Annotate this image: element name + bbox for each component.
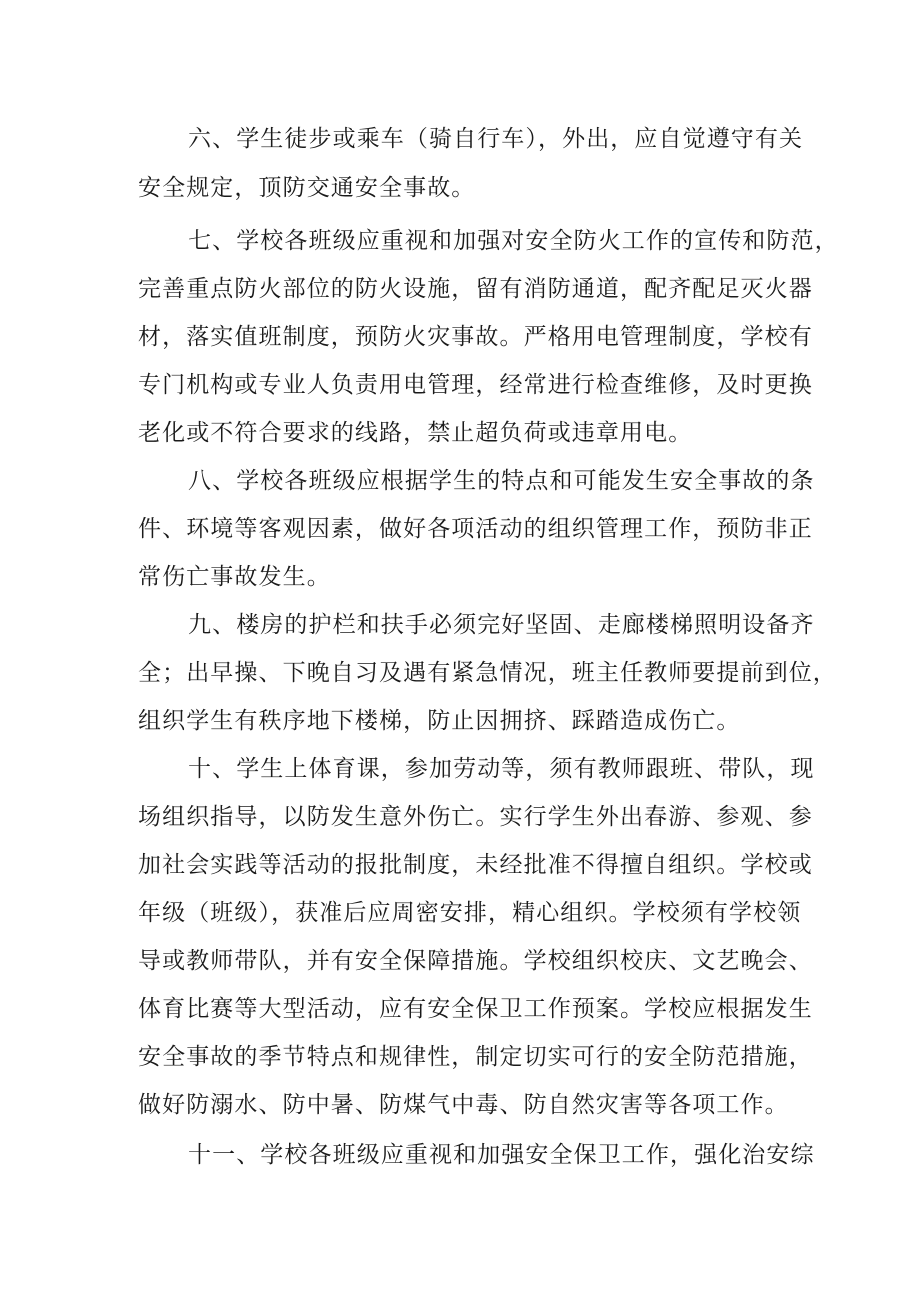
paragraph-line: 八、学校各班级应根据学生的特点和可能发生安全事故的条 <box>188 468 815 494</box>
paragraph-line: 做好防溺水、防中暑、防煤气中毒、防自然灾害等各项工作。 <box>138 1092 789 1118</box>
paragraph-line: 十、学生上体育课，参加劳动等，须有教师跟班、带队，现 <box>188 756 815 782</box>
paragraph-line: 体育比赛等大型活动，应有安全保卫工作预案。学校应根据发生 <box>138 996 813 1022</box>
paragraph-line: 安全规定，顶防交通安全事故。 <box>138 175 476 201</box>
paragraph-line: 件、环境等客观因素，做好各项活动的组织管理工作，预防非正 <box>138 516 813 542</box>
paragraph-line: 场组织指导，以防发生意外伤亡。实行学生外出春游、参观、参 <box>138 804 813 830</box>
paragraph-line: 六、学生徒步或乘车（骑自行车），外出，应自觉遵守有关 <box>188 126 804 152</box>
paragraph-line: 七、学校各班级应重视和加强对安全防火工作的宣传和防范， <box>188 228 839 254</box>
paragraph-line: 老化或不符合要求的线路，禁止超负荷或违章用电。 <box>138 420 693 446</box>
paragraph-line: 年级（班级），获准后应周密安排，精心组织。学校须有学校领 <box>138 900 802 926</box>
paragraph-line: 导或教师带队，并有安全保障措施。学校组织校庆、文艺晚会、 <box>138 948 813 974</box>
paragraph-line: 组织学生有秩序地下楼梯，防止因拥挤、踩踏造成伤亡。 <box>138 708 741 734</box>
paragraph-line: 全；出早操、下晚自习及遇有紧急情况，班主任教师要提前到位， <box>138 660 837 686</box>
paragraph-line: 完善重点防火部位的防火设施，留有消防通道，配齐配足灭火器 <box>138 276 813 302</box>
paragraph-line: 加社会实践等活动的报批制度，未经批准不得擅自组织。学校或 <box>138 852 813 878</box>
paragraph-line: 常伤亡事故发生。 <box>138 564 331 590</box>
paragraph-line: 九、楼房的护栏和扶手必须完好坚固、走廊楼梯照明设备齐 <box>188 612 815 638</box>
paragraph-line: 材，落实值班制度，预防火灾事故。严格用电管理制度，学校有 <box>138 324 813 350</box>
paragraph-line: 专门机构或专业人负责用电管理，经常进行检查维修，及时更换 <box>138 372 813 398</box>
paragraph-line: 安全事故的季节特点和规律性，制定切实可行的安全防范措施， <box>138 1044 813 1070</box>
paragraph-line: 十一、学校各班级应重视和加强安全保卫工作，强化治安综 <box>188 1142 815 1168</box>
